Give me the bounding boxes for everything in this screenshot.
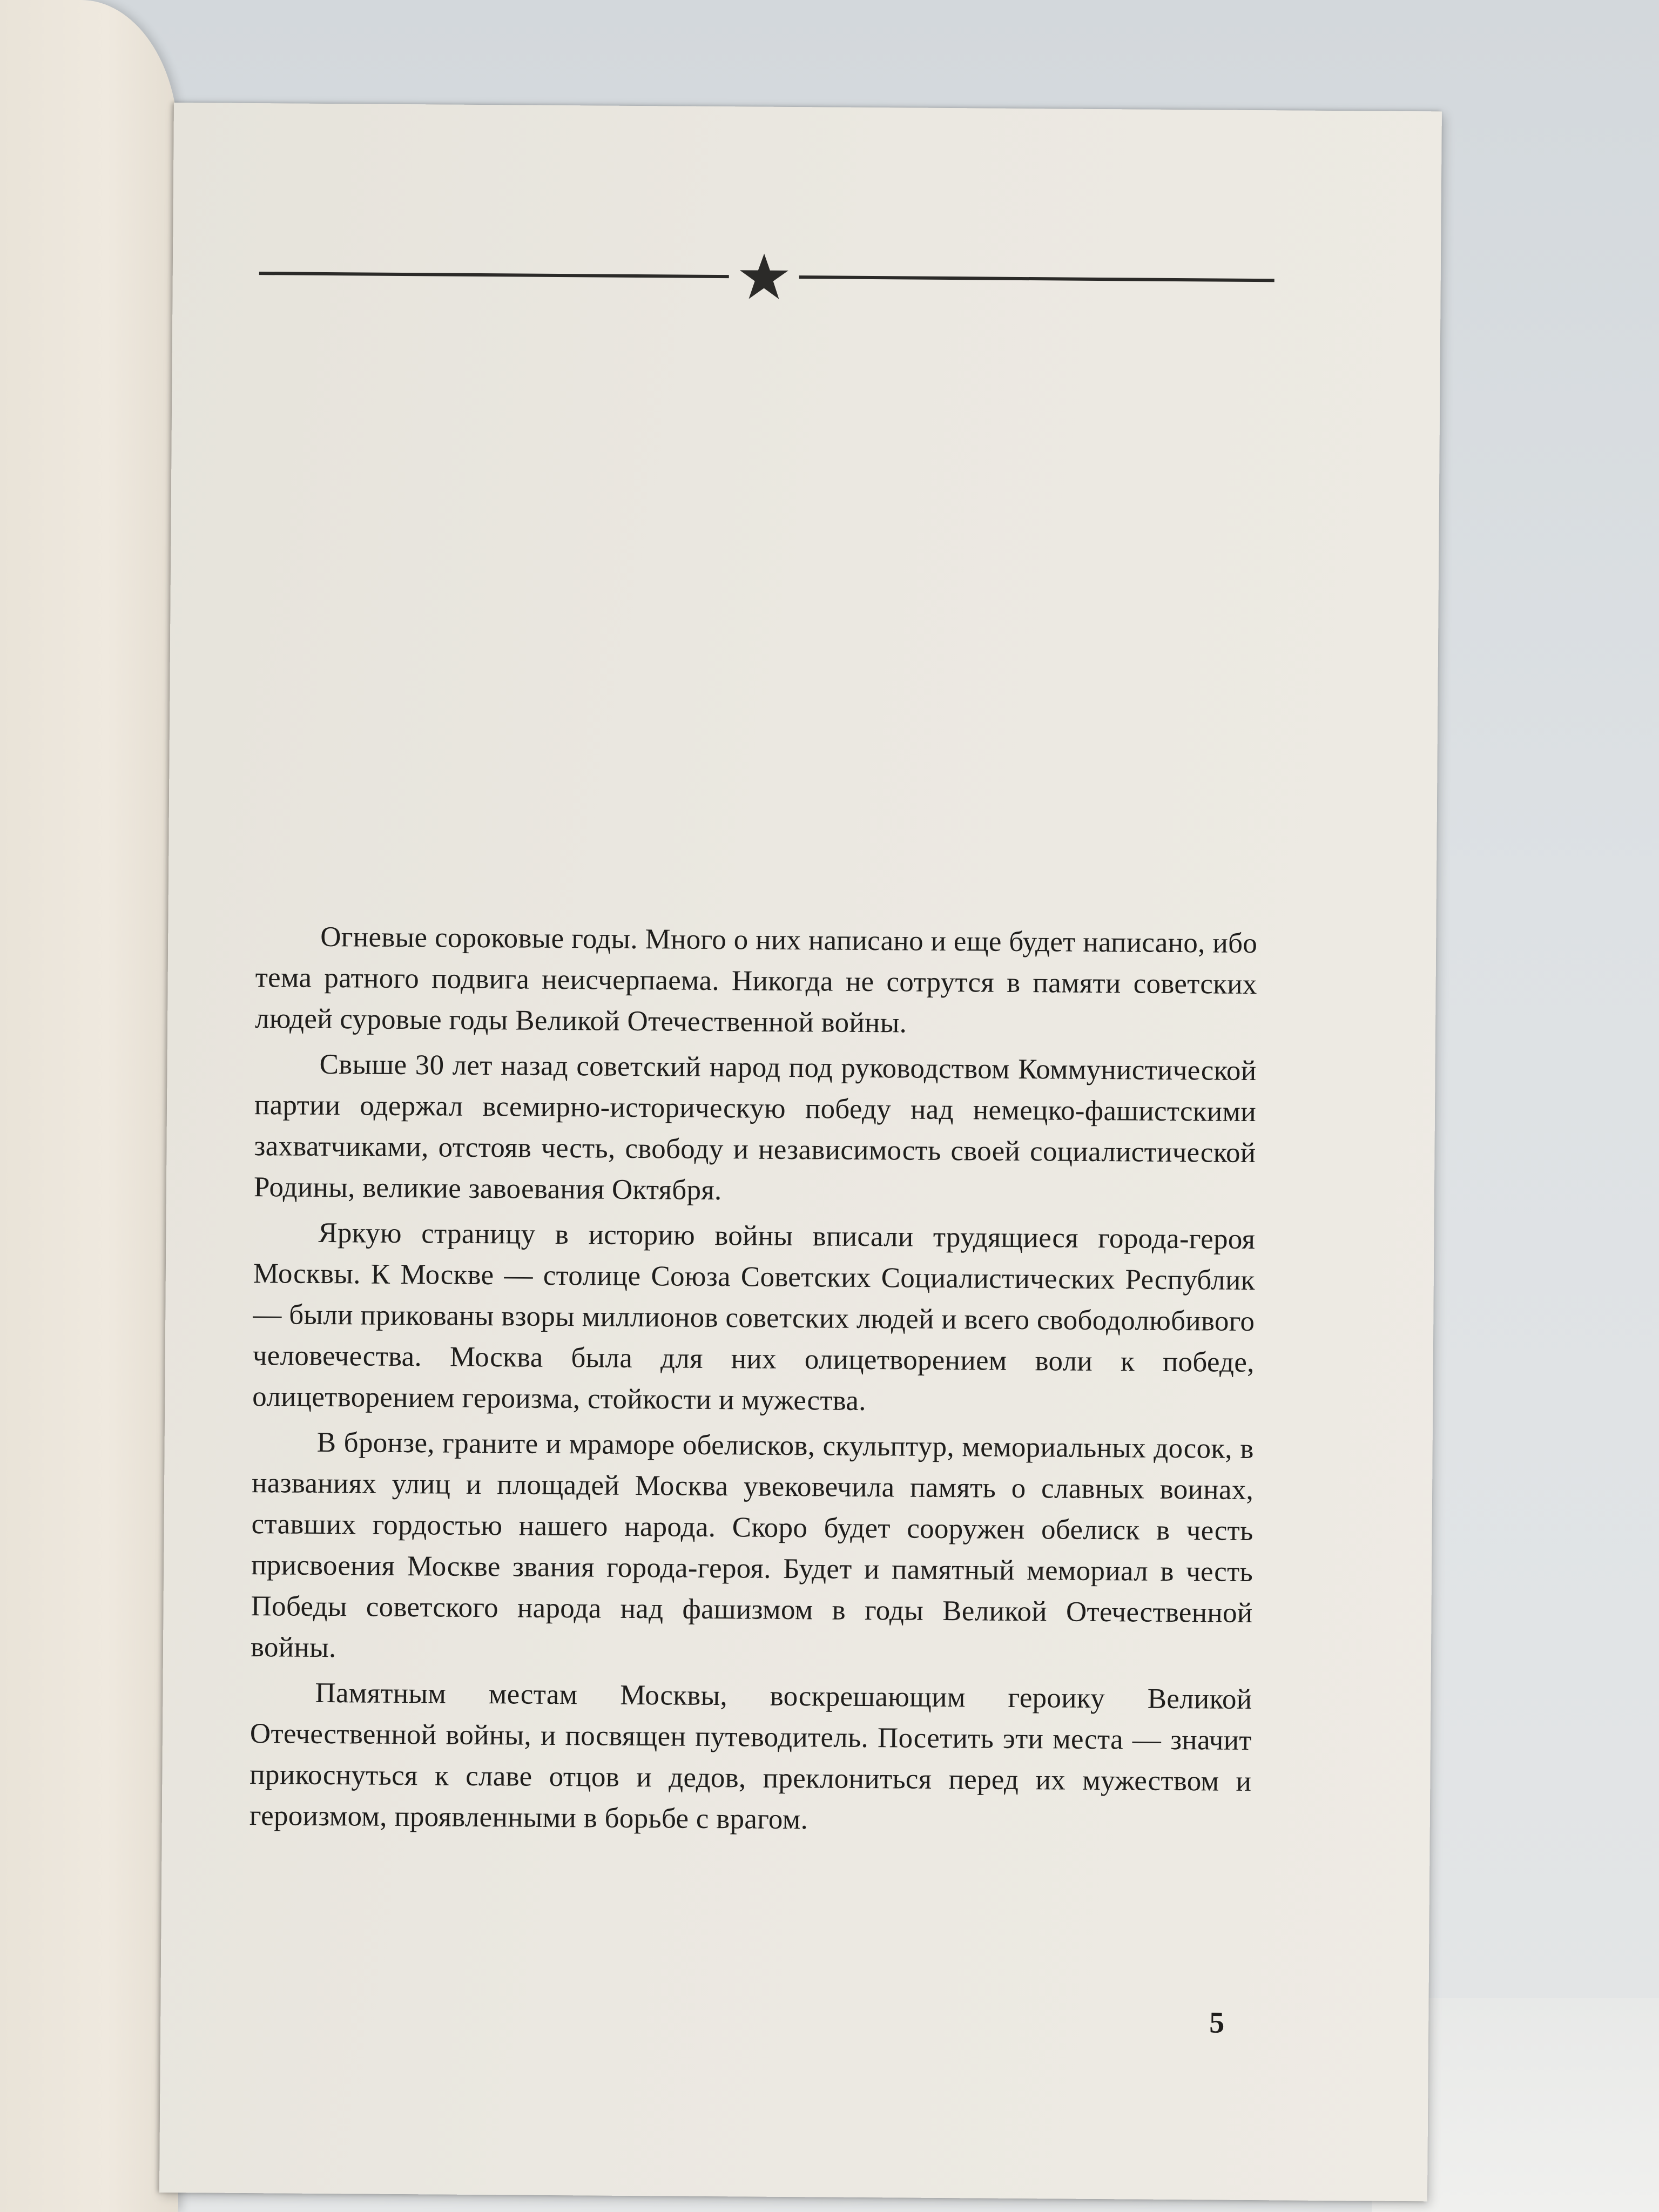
star-icon — [737, 252, 791, 301]
paragraph-1: Огневые сороковые годы. Много о них написано и еще будет написано, ибо тема ратного подвига неисчерпаема. Никогда не сотрутся в памяти советских людей суровые годы Великой Отечественной войны. — [254, 921, 1258, 1039]
ornament-line-right — [799, 275, 1274, 282]
paragraph-3: Яркую страницу в историю войны вписали трудящиеся города-героя Москвы. К Москве — столице Союза Советских Социалистических Республик — были прикованы взоры миллионов советских людей и всего свободолюбивого человечества. Москва была для них олицетворением воли к победе, олицетворением героизма, стойкости и мужества. — [252, 1217, 1256, 1417]
paragraph-4: В бронзе, граните и мраморе обелисков, скульптур, мемориальных досок, в названиях улиц и площадей Москва увековечила память о славных воинах, ставших гордостью нашего народа. Скоро будет сооружен обелиск в честь присвоения Москве звания города-героя. Будет и памятный мемориал в честь Победы советского народа над фашизмом в годы Великой Отечественной войны. — [250, 1426, 1254, 1664]
page-number: 5 — [1209, 2006, 1225, 2040]
ornament-line-left — [259, 272, 729, 278]
header-ornament — [259, 249, 1274, 305]
left-page — [0, 0, 178, 2212]
paragraph-5: Памятным местам Москвы, воскрешающим героику Великой Отечественной войны, и посвящен путеводитель. Посетить эти места — значит прикоснуться к славе отцов и дедов, преклониться перед их мужеством и героизмом, проявленными в борьбе с врагом. — [249, 1677, 1252, 1836]
paragraph-2: Свыше 30 лет назад советский народ под руководством Коммунистической партии одержал всемирно-историческую победу над немецко-фашистскими захватчиками, отстояв честь, свободу и независимость своей социалистической Родины, великие завоевания Октября. — [253, 1048, 1257, 1206]
book-page — [159, 103, 1442, 2201]
body-text — [249, 916, 1258, 1847]
